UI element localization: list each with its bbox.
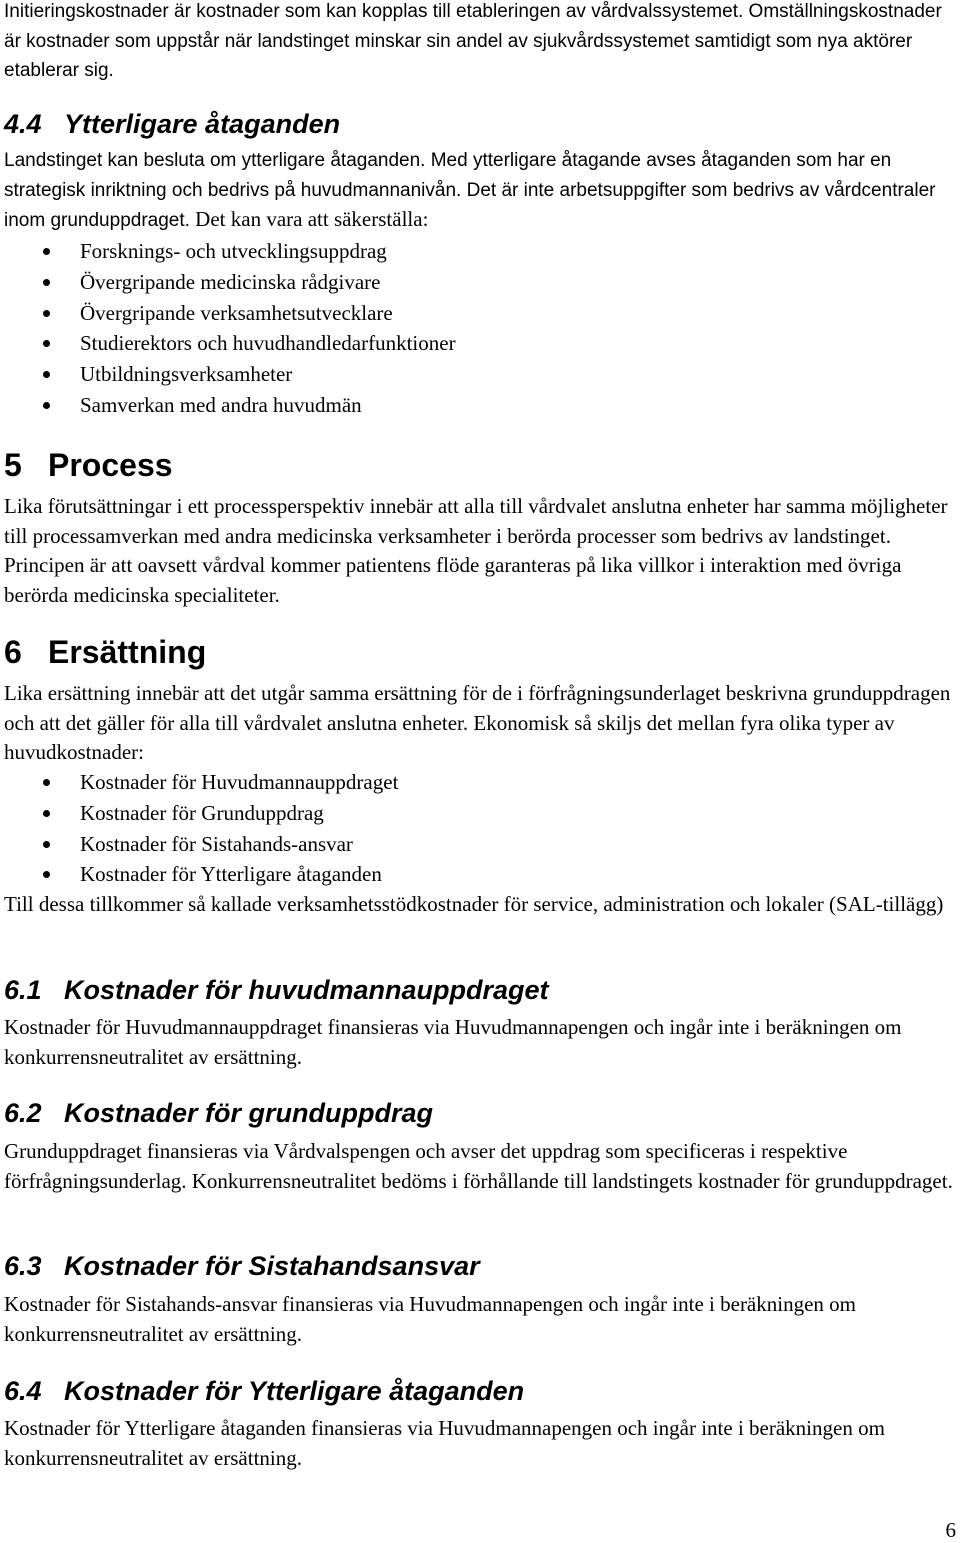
heading-number: 6.3 (4, 1251, 42, 1281)
heading-6-2 (4, 1097, 433, 1129)
list-item: Kostnader för Ytterligare åtaganden (4, 859, 954, 890)
bullet-icon (43, 248, 50, 255)
heading-title: Kostnader för huvudmannauppdraget (64, 975, 549, 1005)
bullet-icon (43, 779, 50, 786)
section-6-1-text: Kostnader för Huvudmannauppdraget finansieras via Huvudmannapengen och ingår inte i beräkningen om konkurrensneutralitet av ersättning. (4, 1015, 902, 1069)
bullet-icon (43, 340, 50, 347)
heading-title: Ytterligare åtaganden (64, 109, 341, 139)
heading-number: 4.4 (4, 109, 42, 139)
section-6-3-text: Kostnader för Sistahands-ansvar finansieras via Huvudmannapengen och ingår inte i beräkningen om konkurrensneutralitet av ersättning. (4, 1292, 856, 1346)
list-item: Övergripande medicinska rådgivare (4, 267, 954, 298)
section-6-2-text: Grunduppdraget finansieras via Vårdvalspengen och avser det uppdrag som specificeras i respektive förfrågningsunderlag. Konkurrensneutralitet bedöms i förhållande till landstingets kostnader för grunduppdraget. (4, 1139, 953, 1193)
heading-number: 6 (4, 634, 22, 670)
heading-4-4 (4, 108, 340, 140)
list-item: Kostnader för Grunduppdrag (4, 798, 954, 829)
heading-title: Ersättning (48, 634, 207, 670)
bullet-icon (43, 402, 50, 409)
heading-6-3 (4, 1250, 480, 1282)
bullet-icon (43, 279, 50, 286)
section-4-4-text (4, 146, 954, 236)
bullet-icon (43, 310, 50, 317)
list-item: Samverkan med andra huvudmän (4, 390, 954, 421)
list-item: Forsknings- och utvecklingsuppdrag (4, 236, 954, 267)
list-item: Kostnader för Sistahands-ansvar (4, 829, 954, 860)
heading-title: Process (48, 447, 173, 483)
heading-6 (4, 633, 206, 671)
bullet-icon (43, 371, 50, 378)
section-6-text: Lika ersättning innebär att det utgår samma ersättning för de i förfrågningsunderlaget beskrivna grunduppdragen och att det gäller för alla till vårdvalet anslutna enheter. Ekonomisk så skiljs det mellan fyra olika typer av huvudkostnader: (4, 681, 951, 764)
section-5-text: Lika förutsättningar i ett processperspektiv innebär att alla till vårdvalet anslutna enheter har samma möjligheter till processamverkan med andra medicinska verksamheter i berörda processer som bedrivs av landstinget. Principen är att oavsett vårdval kommer patientens flöde garanteras på lika villkor i interaktion med övriga berörda medicinska specialiteter. (4, 494, 948, 607)
heading-title: Kostnader för Sistahandsansvar (64, 1251, 480, 1281)
section-6-after-text: Till dessa tillkommer så kallade verksamhetsstödkostnader för service, administration och lokaler (SAL-tillägg) (4, 892, 944, 916)
section-4-4-list (4, 236, 954, 421)
page-number: 6 (945, 1518, 956, 1542)
heading-title: Kostnader för Ytterligare åtaganden (64, 1376, 525, 1406)
heading-number: 6.4 (4, 1376, 42, 1406)
heading-number: 6.2 (4, 1098, 42, 1128)
section-6-4-text: Kostnader för Ytterligare åtaganden finansieras via Huvudmannapengen och ingår inte i beräkningen om konkurrensneutralitet av ersättning. (4, 1416, 885, 1470)
intro-paragraph: Initieringskostnader är kostnader som kan kopplas till etableringen av vårdvalssystemet. Omställningskostnader är kostnader som uppstår när landstinget minskar sin andel av sjukvårdssystemet samtidigt som nya aktörer etablerar sig. (4, 1, 942, 81)
section-4-4-text-b: Det kan vara att säkerställa: (189, 207, 429, 231)
list-item: Utbildningsverksamheter (4, 359, 954, 390)
section-6-list (4, 767, 954, 890)
heading-title: Kostnader för grunduppdrag (64, 1098, 433, 1128)
heading-6-1 (4, 974, 549, 1006)
heading-number: 6.1 (4, 975, 42, 1005)
heading-6-4 (4, 1375, 524, 1407)
list-item: Kostnader för Huvudmannauppdraget (4, 767, 954, 798)
bullet-icon (43, 841, 50, 848)
list-item: Övergripande verksamhetsutvecklare (4, 298, 954, 329)
list-item: Studierektors och huvudhandledarfunktioner (4, 328, 954, 359)
bullet-icon (43, 810, 50, 817)
bullet-icon (43, 871, 50, 878)
heading-5 (4, 446, 173, 484)
section-4-4-text-a: Landstinget kan besluta om ytterligare åtaganden. Med ytterligare åtagande avses åtaganden som har en strategisk inriktning och bedrivs på huvudmannanivån. Det är inte arbetsuppgifter som bedrivs av vårdcentraler inom grunduppdraget. (4, 150, 936, 231)
heading-number: 5 (4, 447, 22, 483)
